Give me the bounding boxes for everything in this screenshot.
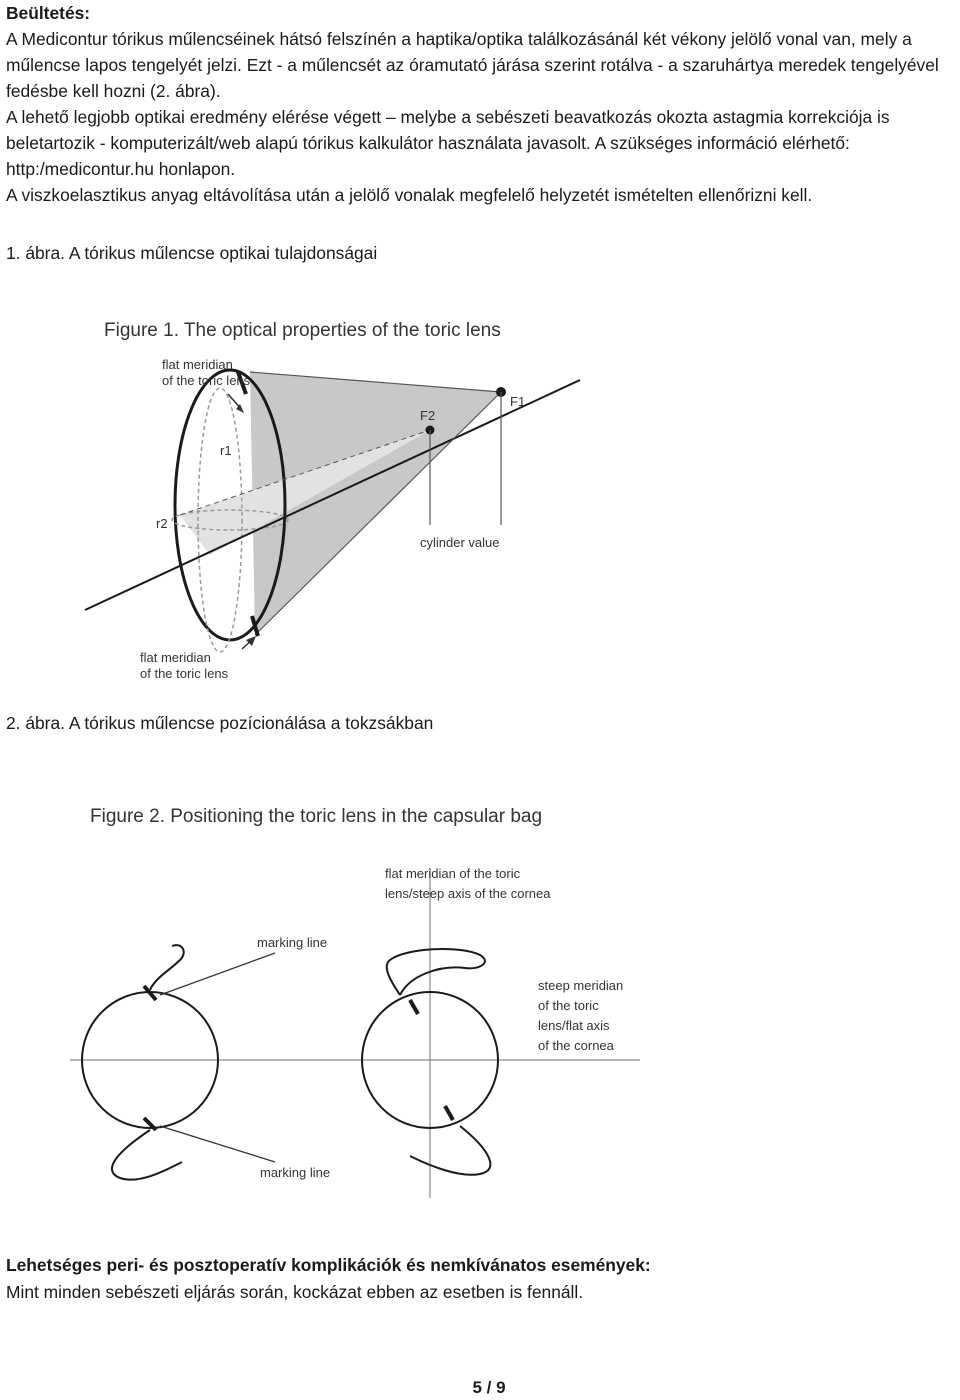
label-steep-3: lens/flat axis [538,1018,610,1033]
figure2-diagram [60,790,660,1210]
label-steep-1: steep meridian [538,978,624,993]
complications-text: Mint minden sebészeti eljárás során, kockázat ebben az esetben is fennáll. [6,1282,584,1302]
label-f2: F2 [420,408,436,423]
label-marking-line-bottom: marking line [260,1165,331,1180]
label-flat-bottom-2: of the toric lens [140,666,229,681]
paragraph-toric-calculator: A lehető legjobb optikai eredmény elérése végett – melybe a sebészeti beavatkozás okozta astagmia korrekciója is beletartozik - komputerizált/web alapú tórikus kalkulátor használata javasolt. A szükséges információ elérhető: http:/medicontur.hu honlapon. [6,107,890,179]
haptic-left-top [150,945,184,990]
label-flat-bottom-1: flat meridian [140,650,211,665]
figure1-caption: 1. ábra. A tórikus műlencse optikai tulajdonságai [6,243,378,263]
leader-marking-bottom [160,1126,275,1162]
haptic-left-bottom [112,1130,182,1180]
paragraph-viscoelastic: A viszkoelasztikus anyag eltávolítása után a jelölő vonalak megfelelő helyzetét ismételten ellenőrizni kell. [6,185,813,205]
marking-right-top [410,1000,418,1014]
label-r1: r1 [220,443,232,458]
label-flat-top-1: flat meridian [162,357,233,372]
label-steep-4: of the cornea [538,1038,614,1053]
marking-right-bottom [445,1106,453,1120]
label-r2: r2 [156,516,168,531]
figure1-diagram [80,310,640,690]
haptic-right-top [387,949,485,995]
leader-marking-top [160,953,275,995]
label-flat-top-2: of the toric lens [162,373,251,388]
label-flat-axis-1: flat meridian of the toric [385,866,521,881]
figure2-caption: 2. ábra. A tórikus műlencse pozícionálása a tokzsákban [6,713,434,733]
section-heading: Beültetés: [6,3,91,23]
label-f1: F1 [510,394,526,409]
label-steep-2: of the toric [538,998,599,1013]
haptic-right-bottom [410,1126,490,1175]
label-cylinder-value: cylinder value [420,535,500,550]
body-text [6,0,956,208]
figure2-title: Figure 2. Positioning the toric lens in the capsular bag [90,806,543,827]
complications-heading: Lehetséges peri- és posztoperatív komplikációk és nemkívánatos események: [6,1255,651,1275]
label-marking-line-top: marking line [257,935,328,950]
label-flat-axis-2: lens/steep axis of the cornea [385,886,551,901]
page-number: 5 / 9 [472,1378,506,1397]
figure1-title: Figure 1. The optical properties of the toric lens [104,320,501,341]
paragraph-marking-lines: A Medicontur tórikus műlencséinek hátsó felszínén a haptika/optika találkozásánál két vékony jelölő vonal van, mely a műlencse lapos tengelyét jelzi. Ezt - a műlencsét az óramutató járása szerint rotálva - a szaruhártya meredek tengelyével fedésbe kell hozni (2. ábra). [6,29,939,101]
